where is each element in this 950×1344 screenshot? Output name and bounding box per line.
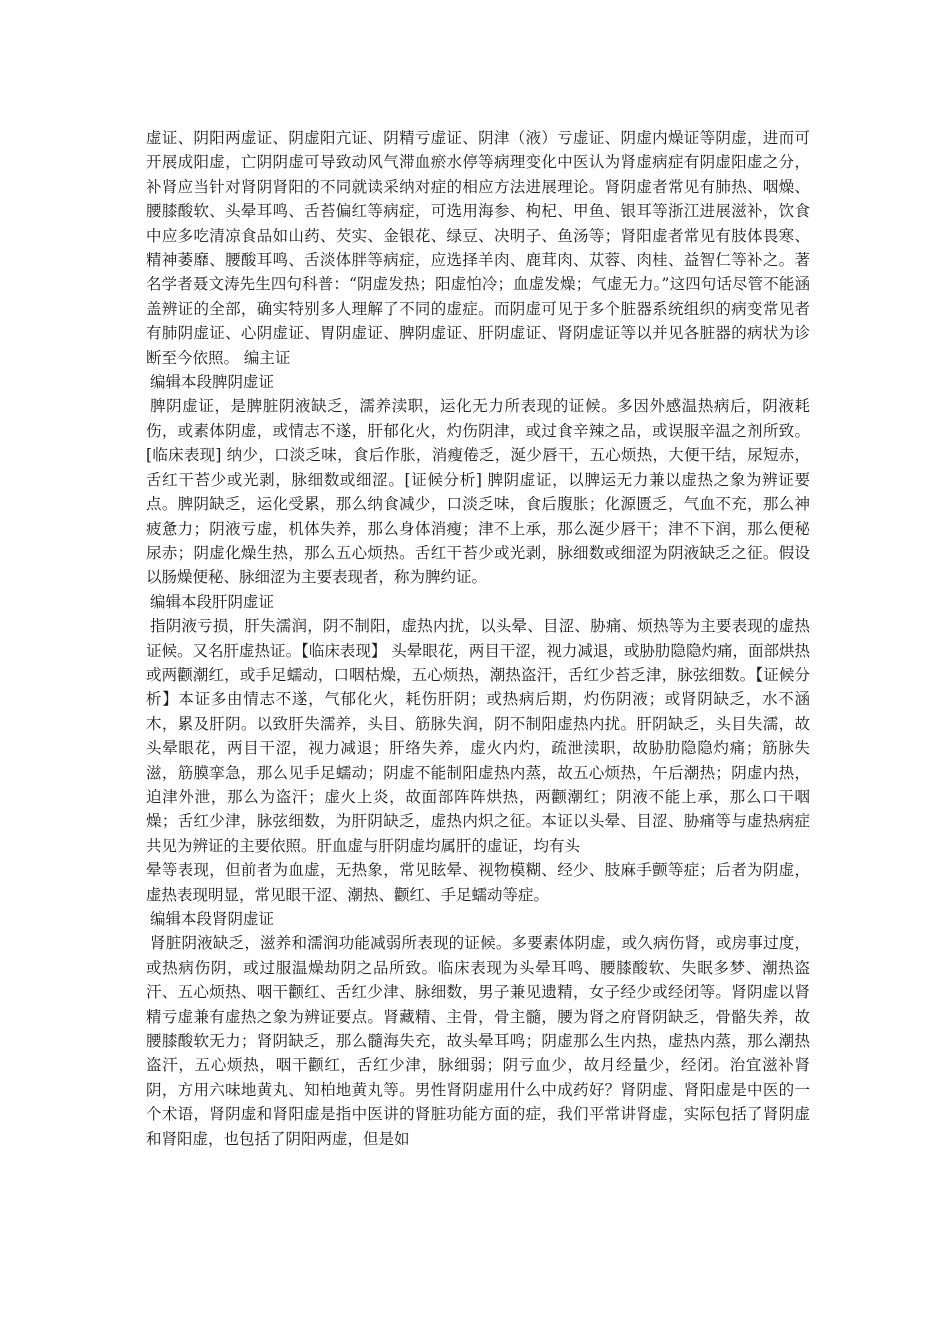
section-body-liver-yin: 指阴液亏损，肝失濡润，阴不制阳，虚热内扰，以头晕、目涩、胁痛、烦热等为主要表现的虚热证候。又名肝虚热证。【临床表现】 头晕眼花，两目干涩，视力减退，或胁肋隐隐灼痛，面部烘热或两颧潮红，或手足蠕动，口咽枯燥，五心烦热，潮热盗汗，舌红少苔乏津，脉弦细数。【证候分析】本证多由情志不遂，气郁化火，耗伤肝阴；或热病后期，灼伤阴液；或肾阴缺乏，水不涵木，累及肝阴。以致肝失濡养，头目、筋脉失润，阴不制阳虚热内扰。肝阴缺乏，头目失濡，故头晕眼花，两目干涩，视力减退；肝络失养，虚火内灼，疏泄渎职，故胁肋隐隐灼痛；筋脉失滋，筋膜挛急，那么见手足蠕动；阴虚不能制阳虚热内蒸，故五心烦热，午后潮热；阴虚内热，迫津外泄，那么为盗汗；虚火上炎，故面部阵阵烘热，两颧潮红；阴液不能上承，那么口干咽燥；舌红少津，脉弦细数，为肝阴缺乏，虚热内炽之征。本证以头晕、目涩、胁痛等与虚热病症共见为辨证的主要依照。肝血虚与肝阴虚均属肝的虚证，均有头 [146, 617, 810, 855]
section-heading-liver-yin: 编辑本段肝阴虚证 [150, 592, 275, 611]
section-body-kidney-yin: 肾脏阴液缺乏，滋养和濡润功能减弱所表现的证候。多要素体阴虚，或久病伤肾，或房事过度，或热病伤阴，或过服温燥劫阴之品所致。临床表现为头晕耳鸣、腰膝酸软、失眠多梦、潮热盗汗、五心烦热、咽干颧红、舌红少津、脉细数，男子兼见遗精，女子经少或经闭等。肾阴虚以肾精亏虚兼有虚热之象为辨证要点。肾藏精、主骨，骨主髓，腰为肾之府肾阴缺乏，骨骼失养，故腰膝酸软无力；肾阴缺乏，那么髓海失充，故头晕耳鸣；阴虚那么生内热，虚热内蒸，那么潮热盗汗，五心烦热，咽干颧红，舌红少津，脉细弱；阴亏血少，故月经量少，经闭。治宜滋补肾阴，方用六味地黄丸、知柏地黄丸等。男性肾阴虚用什么中成药好？肾阴虚、肾阳虚是中医的一个术语，肾阴虚和肾阳虚是指中医讲的肾脏功能方面的症，我们平常讲肾虚，实际包括了肾阴虚和肾阳虚，也包括了阴阳两虚，但是如 [146, 934, 810, 1148]
intro-paragraph: 虚证、阴阳两虚证、阴虚阳亢证、阴精亏虚证、阴津（液）亏虚证、阴虚内燥证等阴虚，进而可开展成阳虚，亡阴阴虚可导致动风气滞血瘀水停等病理变化中医认为肾虚病症有阴虚阳虚之分，补肾应当针对肾阴肾阳的不同就读采纳对症的相应方法进展理论。肾阴虚者常见有肺热、咽燥、腰膝酸软、头晕耳鸣、舌苔偏红等病症，可选用海参、枸杞、甲鱼、银耳等浙江进展滋补，饮食中应多吃清凉食品如山药、芡实、金银花、绿豆、决明子、鱼汤等；肾阳虚者常见有肢体畏寒、精神萎靡、腰酸耳鸣、舌淡体胖等病症，应选择羊肉、鹿茸肉、苁蓉、肉桂、益智仁等补之。著名学者聂文涛先生四句科普：“阴虚发热；阳虚怕冷；血虚发燥；气虚无力。”这四句话尽管不能涵盖辨证的全部，确实特别多人理解了不同的虚症。而阴虚可见于多个脏器系统组织的病变常见者有肺阴虚证、心阴虚证、胃阴虚证、脾阴虚证、肝阴虚证、肾阴虚证等以并见各脏器的病状为诊断至今依照。 编主证 [146, 129, 810, 367]
section-body-spleen-yin: 脾阴虚证，是脾脏阴液缺乏，濡养渎职，运化无力所表现的证候。多因外感温热病后，阴液耗伤，或素体阴虚，或情志不遂，肝郁化火，灼伤阴津，或过食辛辣之品，或误服辛温之剂所致。[临床表现] 纳少，口淡乏味，食后作胀，消瘦倦乏，涎少唇干，五心烦热，大便干结，尿短赤，舌红干苔少或光剥，脉细数或细涩。[证候分析] 脾阴虚证，以脾运无力兼以虚热之象为辨证要点。脾阴缺乏，运化受累，那么纳食减少，口淡乏味，食后腹胀；化源匮乏，气血不充，那么神疲惫力；阴液亏虚，机体失养，那么身体消瘦；津不上承，那么涎少唇干；津不下润，那么便秘尿赤；阴虚化燥生热，那么五心烦热。舌红干苔少或光剥，脉细数或细涩为阴液缺乏之征。假设以肠燥便秘、脉细涩为主要表现者，称为脾约证。 [146, 397, 810, 587]
section-continuation-liver-yin: 晕等表现，但前者为血虚，无热象，常见眩晕、视物模糊、经少、肢麻手颤等症；后者为阴虚，虚热表现明显，常见眼干涩、潮热、颧红、手足蠕动等症。 [146, 861, 810, 904]
document-body [146, 126, 810, 1151]
section-heading-spleen-yin: 编辑本段脾阴虚证 [150, 373, 275, 392]
section-heading-kidney-yin: 编辑本段肾阴虚证 [150, 910, 275, 928]
